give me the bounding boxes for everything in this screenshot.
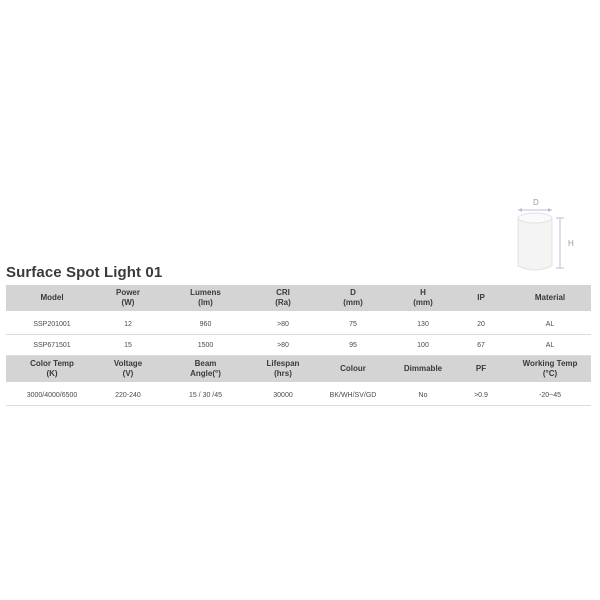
header-color-temp: Color Temp (K) — [6, 356, 98, 383]
header-beam-angle: Beam Angle(°) — [158, 356, 253, 383]
cell-material: AL — [509, 314, 591, 335]
cell-pf: >0.9 — [453, 385, 509, 406]
header-lifespan: Lifespan (hrs) — [253, 356, 313, 383]
d-arrow-right — [548, 208, 552, 212]
spec-header-row-2 — [6, 356, 591, 383]
cell-h: 100 — [393, 335, 453, 356]
cell-lifespan: 30000 — [253, 385, 313, 406]
spec-header-row-1 — [6, 285, 591, 311]
cylinder-top — [518, 213, 552, 223]
d-label: D — [533, 198, 539, 207]
cell-power: 15 — [98, 335, 158, 356]
cell-ip: 67 — [453, 335, 509, 356]
product-dimension-diagram — [508, 196, 590, 276]
spec-table — [6, 285, 591, 406]
cell-h: 130 — [393, 314, 453, 335]
header-colour: Colour — [313, 356, 393, 383]
cell-d: 75 — [313, 314, 393, 335]
table-row — [6, 314, 591, 335]
spot-light-drawing — [508, 196, 590, 276]
header-voltage: Voltage (V) — [98, 356, 158, 383]
header-h: H (mm) — [393, 285, 453, 311]
h-label: H — [568, 239, 574, 248]
cell-lumens: 960 — [158, 314, 253, 335]
table-row — [6, 335, 591, 356]
header-power: Power (W) — [98, 285, 158, 311]
header-dimmable: Dimmable — [393, 356, 453, 383]
cell-ip: 20 — [453, 314, 509, 335]
header-model: Model — [6, 285, 98, 311]
table-row — [6, 385, 591, 406]
cell-cri: >80 — [253, 314, 313, 335]
cell-d: 95 — [313, 335, 393, 356]
cell-beam-angle: 15 / 30 /45 — [158, 385, 253, 406]
header-pf: PF — [453, 356, 509, 383]
cell-lumens: 1500 — [158, 335, 253, 356]
header-d: D (mm) — [313, 285, 393, 311]
cylinder-body — [518, 218, 552, 270]
cell-model: SSP201001 — [6, 314, 98, 335]
cell-colour: BK/WH/SV/GD — [313, 385, 393, 406]
cell-model: SSP671501 — [6, 335, 98, 356]
cell-material: AL — [509, 335, 591, 356]
d-arrow-left — [518, 208, 522, 212]
cell-working-temp: -20~45 — [509, 385, 591, 406]
header-material: Material — [509, 285, 591, 311]
cell-voltage: 220-240 — [98, 385, 158, 406]
product-title: Surface Spot Light 01 — [6, 264, 163, 281]
header-working-temp: Working Temp (°C) — [509, 356, 591, 383]
cell-dimmable: No — [393, 385, 453, 406]
header-ip: IP — [453, 285, 509, 311]
cell-cri: >80 — [253, 335, 313, 356]
cell-color-temp: 3000/4000/6500 — [6, 385, 98, 406]
header-lumens: Lumens (lm) — [158, 285, 253, 311]
cell-power: 12 — [98, 314, 158, 335]
header-cri: CRI (Ra) — [253, 285, 313, 311]
